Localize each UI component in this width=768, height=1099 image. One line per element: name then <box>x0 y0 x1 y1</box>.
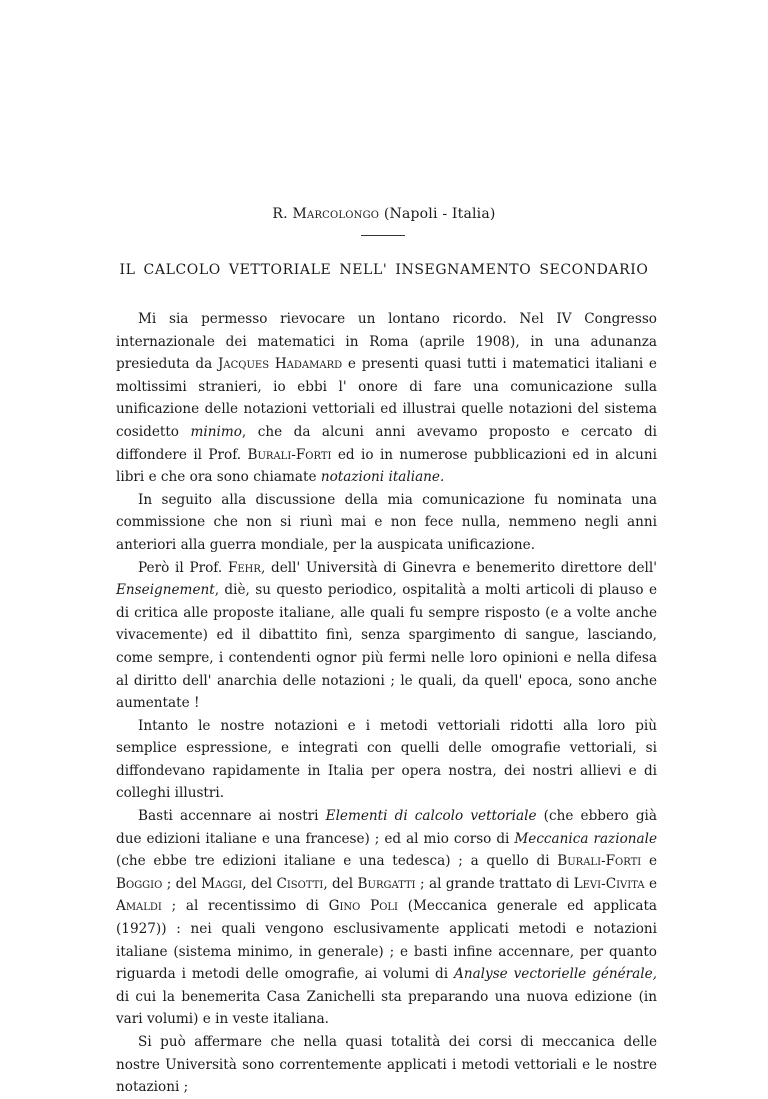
title-divider <box>361 235 405 236</box>
article-title: IL CALCOLO VETTORIALE NELL' INSEGNAMENTO SECONDARIO <box>119 262 649 278</box>
article-body <box>116 308 657 1099</box>
text-run: (che ebbe tre edizioni italiane e una tedesca) ; a quello di <box>116 853 558 870</box>
person-name: Boggio <box>116 875 163 892</box>
person-name: Maggi <box>201 875 243 892</box>
person-name: Gino Poli <box>328 898 399 915</box>
emphasized-text: Meccanica razionale <box>514 830 657 847</box>
emphasized-text: minimo <box>190 423 242 440</box>
body-paragraph <box>116 1031 657 1099</box>
text-run: , che da alcuni anni avevamo proposto e cercato di diffondere il Prof. <box>116 423 657 463</box>
person-name: Amaldi <box>116 898 162 915</box>
text-run: Intanto le nostre notazioni e i metodi vettoriali ridotti alla loro più semplice espressione, e integrati con quelli delle omografie vettoriali, si diffondevano rapidamente in Italia per opera nostra, dei nostri allievi e di colleghi illustri. <box>116 717 657 802</box>
emphasized-text: notazioni italiane. <box>320 469 445 486</box>
text-run: di cui la benemerita Casa Zanichelli sta preparando una nuova edizione (in vari volumi) e in veste italiana. <box>116 988 657 1028</box>
person-name: Burgatti <box>357 875 416 892</box>
text-run: e presenti quasi tutti i matematici italiani e moltissimi stranieri, io ebbi l' onore di fare una comunicazione sulla unificazione delle notazioni vettoriali ed illustrai quelle notazioni del sistema cosidetto <box>116 356 657 440</box>
body-paragraph <box>116 805 657 1031</box>
text-run: Basti accennare ai nostri <box>138 808 326 825</box>
person-name: Cisotti <box>276 875 324 892</box>
text-run: , del <box>242 875 277 892</box>
text-run: In seguito alla discussione della mia comunicazione fu nominata una commissione che non si riunì mai e non fece nulla, nemmeno negli anni anteriori alla guerra mondiale, per la auspicata unificazione. <box>116 491 657 553</box>
person-name: Fehr <box>227 559 261 576</box>
body-paragraph <box>116 489 657 557</box>
text-run: (Meccanica generale ed applicata (1927)) : nei quali vengono esclusivamente applicati metodi e notazioni italiane (sistema minimo, in generale) ; e basti infine accennare, per quanto riguarda i metodi delle omografie, ai volumi di <box>116 898 658 983</box>
text-run: ; del <box>162 875 202 892</box>
person-name: Levi-Civita <box>573 875 645 892</box>
body-paragraph <box>116 557 657 715</box>
text-run: Si può affermare che nella quasi totalità dei corsi di meccanica delle nostre Università sono correntemente applicati i metodi vettoriali e le nostre notazioni ; <box>116 1034 657 1096</box>
text-run: Mi sia permesso rievocare un lontano ricordo. Nel IV Congresso internazionale dei matematici in Roma (aprile 1908), in una adunanza presieduta da <box>116 311 657 373</box>
author-surname: Marcolongo <box>292 206 380 222</box>
body-paragraph <box>116 308 657 489</box>
text-run: e <box>641 853 657 870</box>
person-name: Burali-Forti <box>247 446 332 463</box>
text-run: ; al recentissimo di <box>161 898 329 915</box>
author-initial: R. <box>272 206 288 222</box>
text-run: Però il Prof. <box>138 559 228 576</box>
text-run: (che ebbero già due edizioni italiane e una francese) ; ed al mio corso di <box>116 808 658 847</box>
emphasized-text: Analyse vectorielle générale, <box>454 966 657 983</box>
emphasized-text: Elementi di calcolo vettoriale <box>325 808 537 825</box>
person-name: Burali-Forti <box>557 853 642 870</box>
text-run: , del <box>323 875 358 892</box>
text-run: , diè, su questo periodico, ospitalità a molti articoli di plauso e di critica alle proposte italiane, alle quali fu sempre risposto (e a volte anche vivacemente) ed il dibattito finì, senza spargimento di sangue, lasciando, come sempre, i contendenti ognor più fermi nelle loro opinioni e nella difesa al diritto dell' anarchia delle notazioni ; le quali, da quell' epoca, sono anche aumentate ! <box>116 582 657 712</box>
body-paragraph <box>116 715 657 805</box>
text-run: , dell' Università di Ginevra e benemerito direttore dell' <box>260 559 657 576</box>
author-line <box>0 206 768 222</box>
text-run: ; al grande trattato di <box>415 875 574 892</box>
text-run: ed io in numerose pubblicazioni ed in alcuni libri e che ora sono chiamate <box>116 446 657 486</box>
text-run: e <box>644 875 658 892</box>
emphasized-text: Enseignement <box>116 582 215 599</box>
person-name: Jacques Hadamard <box>217 356 343 373</box>
author-affiliation: (Napoli - Italia) <box>383 206 496 222</box>
